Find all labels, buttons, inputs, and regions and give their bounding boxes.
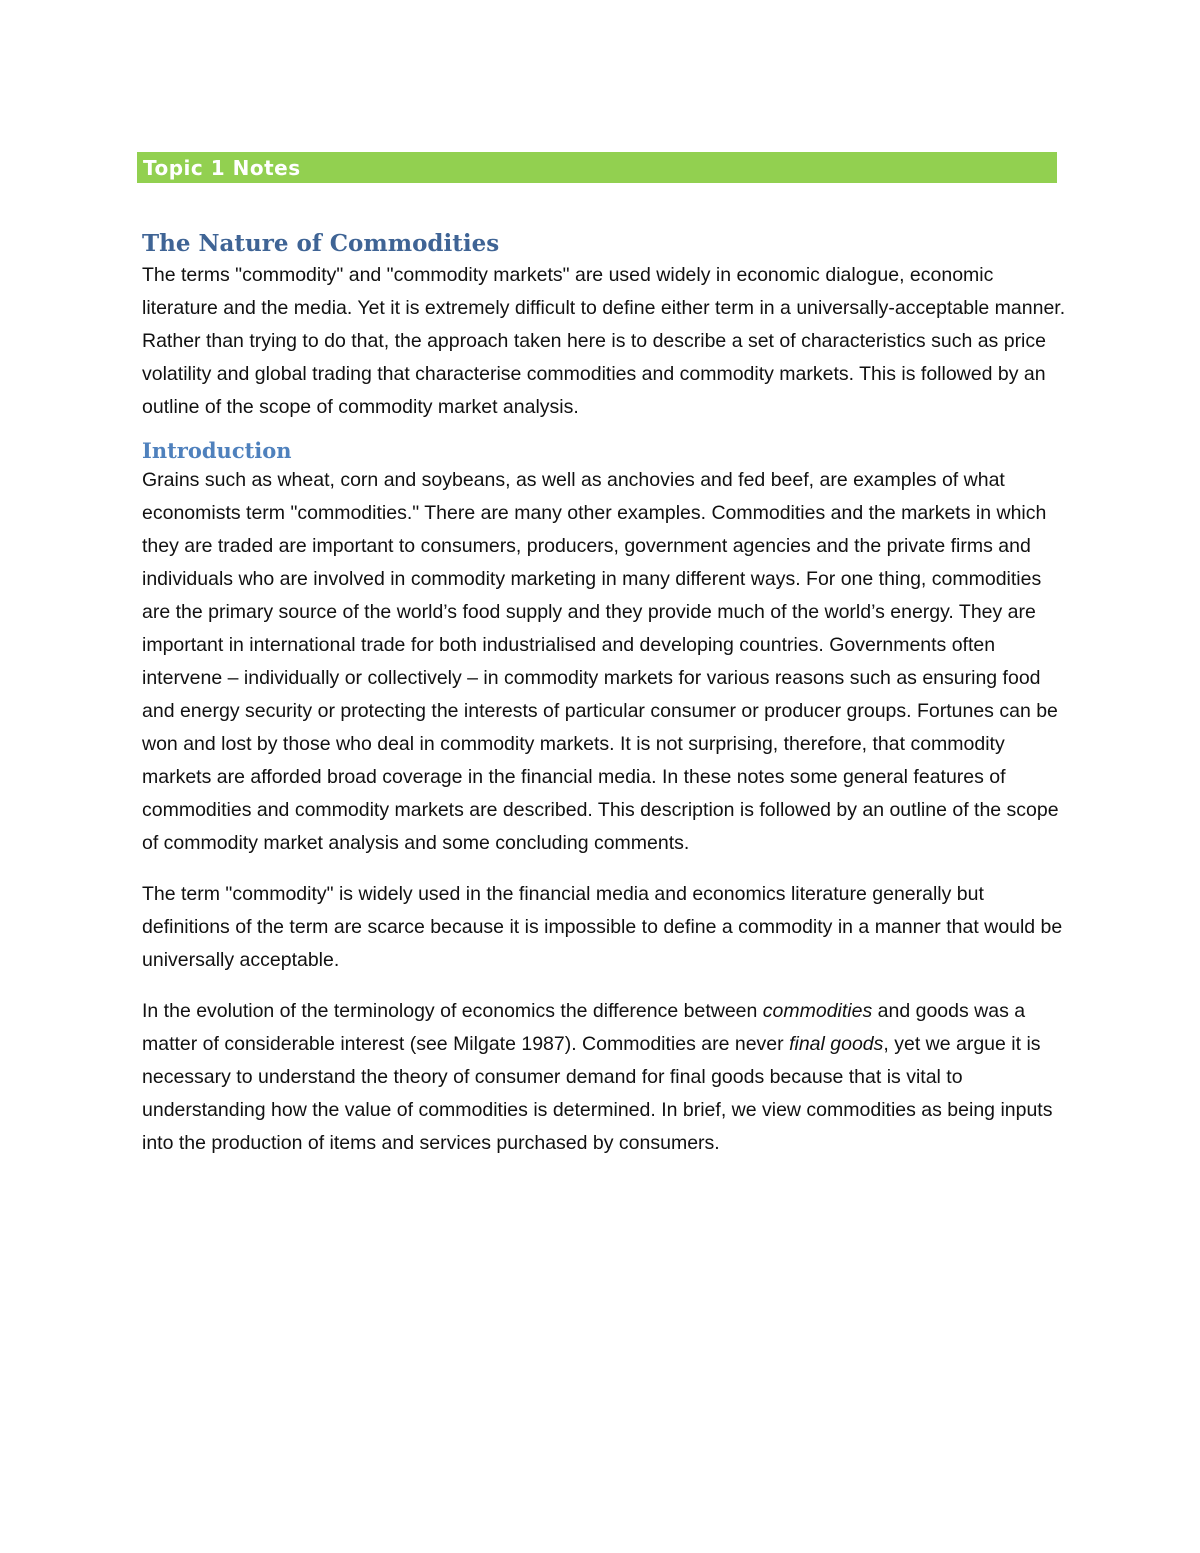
- paragraph-introduction-2: The term "commodity" is widely used in the financial media and economics literature generally but definitions of the term are scarce because it is impossible to define a commodity in a manner that would be universally acceptable.: [142, 883, 1063, 971]
- paragraph-3-text-2: and goods was a matter of considerable interest (see Milgate 1987). Commodities are never: [142, 1000, 1026, 1055]
- topic-title: Topic 1 Notes: [143, 155, 301, 180]
- topic-title-bar: [137, 152, 1057, 183]
- paragraph-3-text-3: , yet we argue it is necessary to understand the theory of consumer demand for final goods because that is vital to understanding how the value of commodities is determined. In brief, we view commodities as being inputs into the production of items and services purchased by consumers.: [142, 1033, 1053, 1154]
- paragraph-nature: The terms "commodity" and "commodity markets" are used widely in economic dialogue, economic literature and the media. Yet it is extremely difficult to define either term in a universally-acceptable manner. Rather than trying to do that, the approach taken here is to describe a set of characteristics such as price volatility and global trading that characterise commodities and commodity markets. This is followed by an outline of the scope of commodity market analysis.: [142, 263, 1066, 418]
- paragraph-introduction-3: [142, 995, 1068, 1160]
- section-heading-nature: The Nature of Commodities: [142, 230, 500, 257]
- section-heading-introduction: Introduction: [142, 437, 292, 463]
- paragraph-3-italic-commodities: commodities: [762, 1000, 873, 1022]
- paragraph-3-italic-final-goods: final goods: [789, 1033, 884, 1055]
- paragraph-3-text-1: In the evolution of the terminology of economics the difference between: [142, 1000, 763, 1022]
- document-body: [142, 226, 1068, 1160]
- paragraph-introduction-1: Grains such as wheat, corn and soybeans, as well as anchovies and fed beef, are examples of what economists term "commodities." There are many other examples. Commodities and the markets in which they are traded are important to consumers, producers, government agencies and the private firms and individuals who are involved in commodity marketing in many different ways. For one thing, commodities are the primary source of the world’s food supply and they provide much of the world’s energy. They are important in international trade for both industrialised and developing countries. Governments often intervene – individually or collectively – in commodity markets for various reasons such as ensuring food and energy security or protecting the interests of particular consumer or producer groups. Fortunes can be won and lost by those who deal in commodity markets. It is not surprising, therefore, that commodity markets are afforded broad coverage in the financial media. In these notes some general features of commodities and commodity markets are described. This description is followed by an outline of the scope of commodity market analysis and some concluding comments.: [142, 469, 1059, 854]
